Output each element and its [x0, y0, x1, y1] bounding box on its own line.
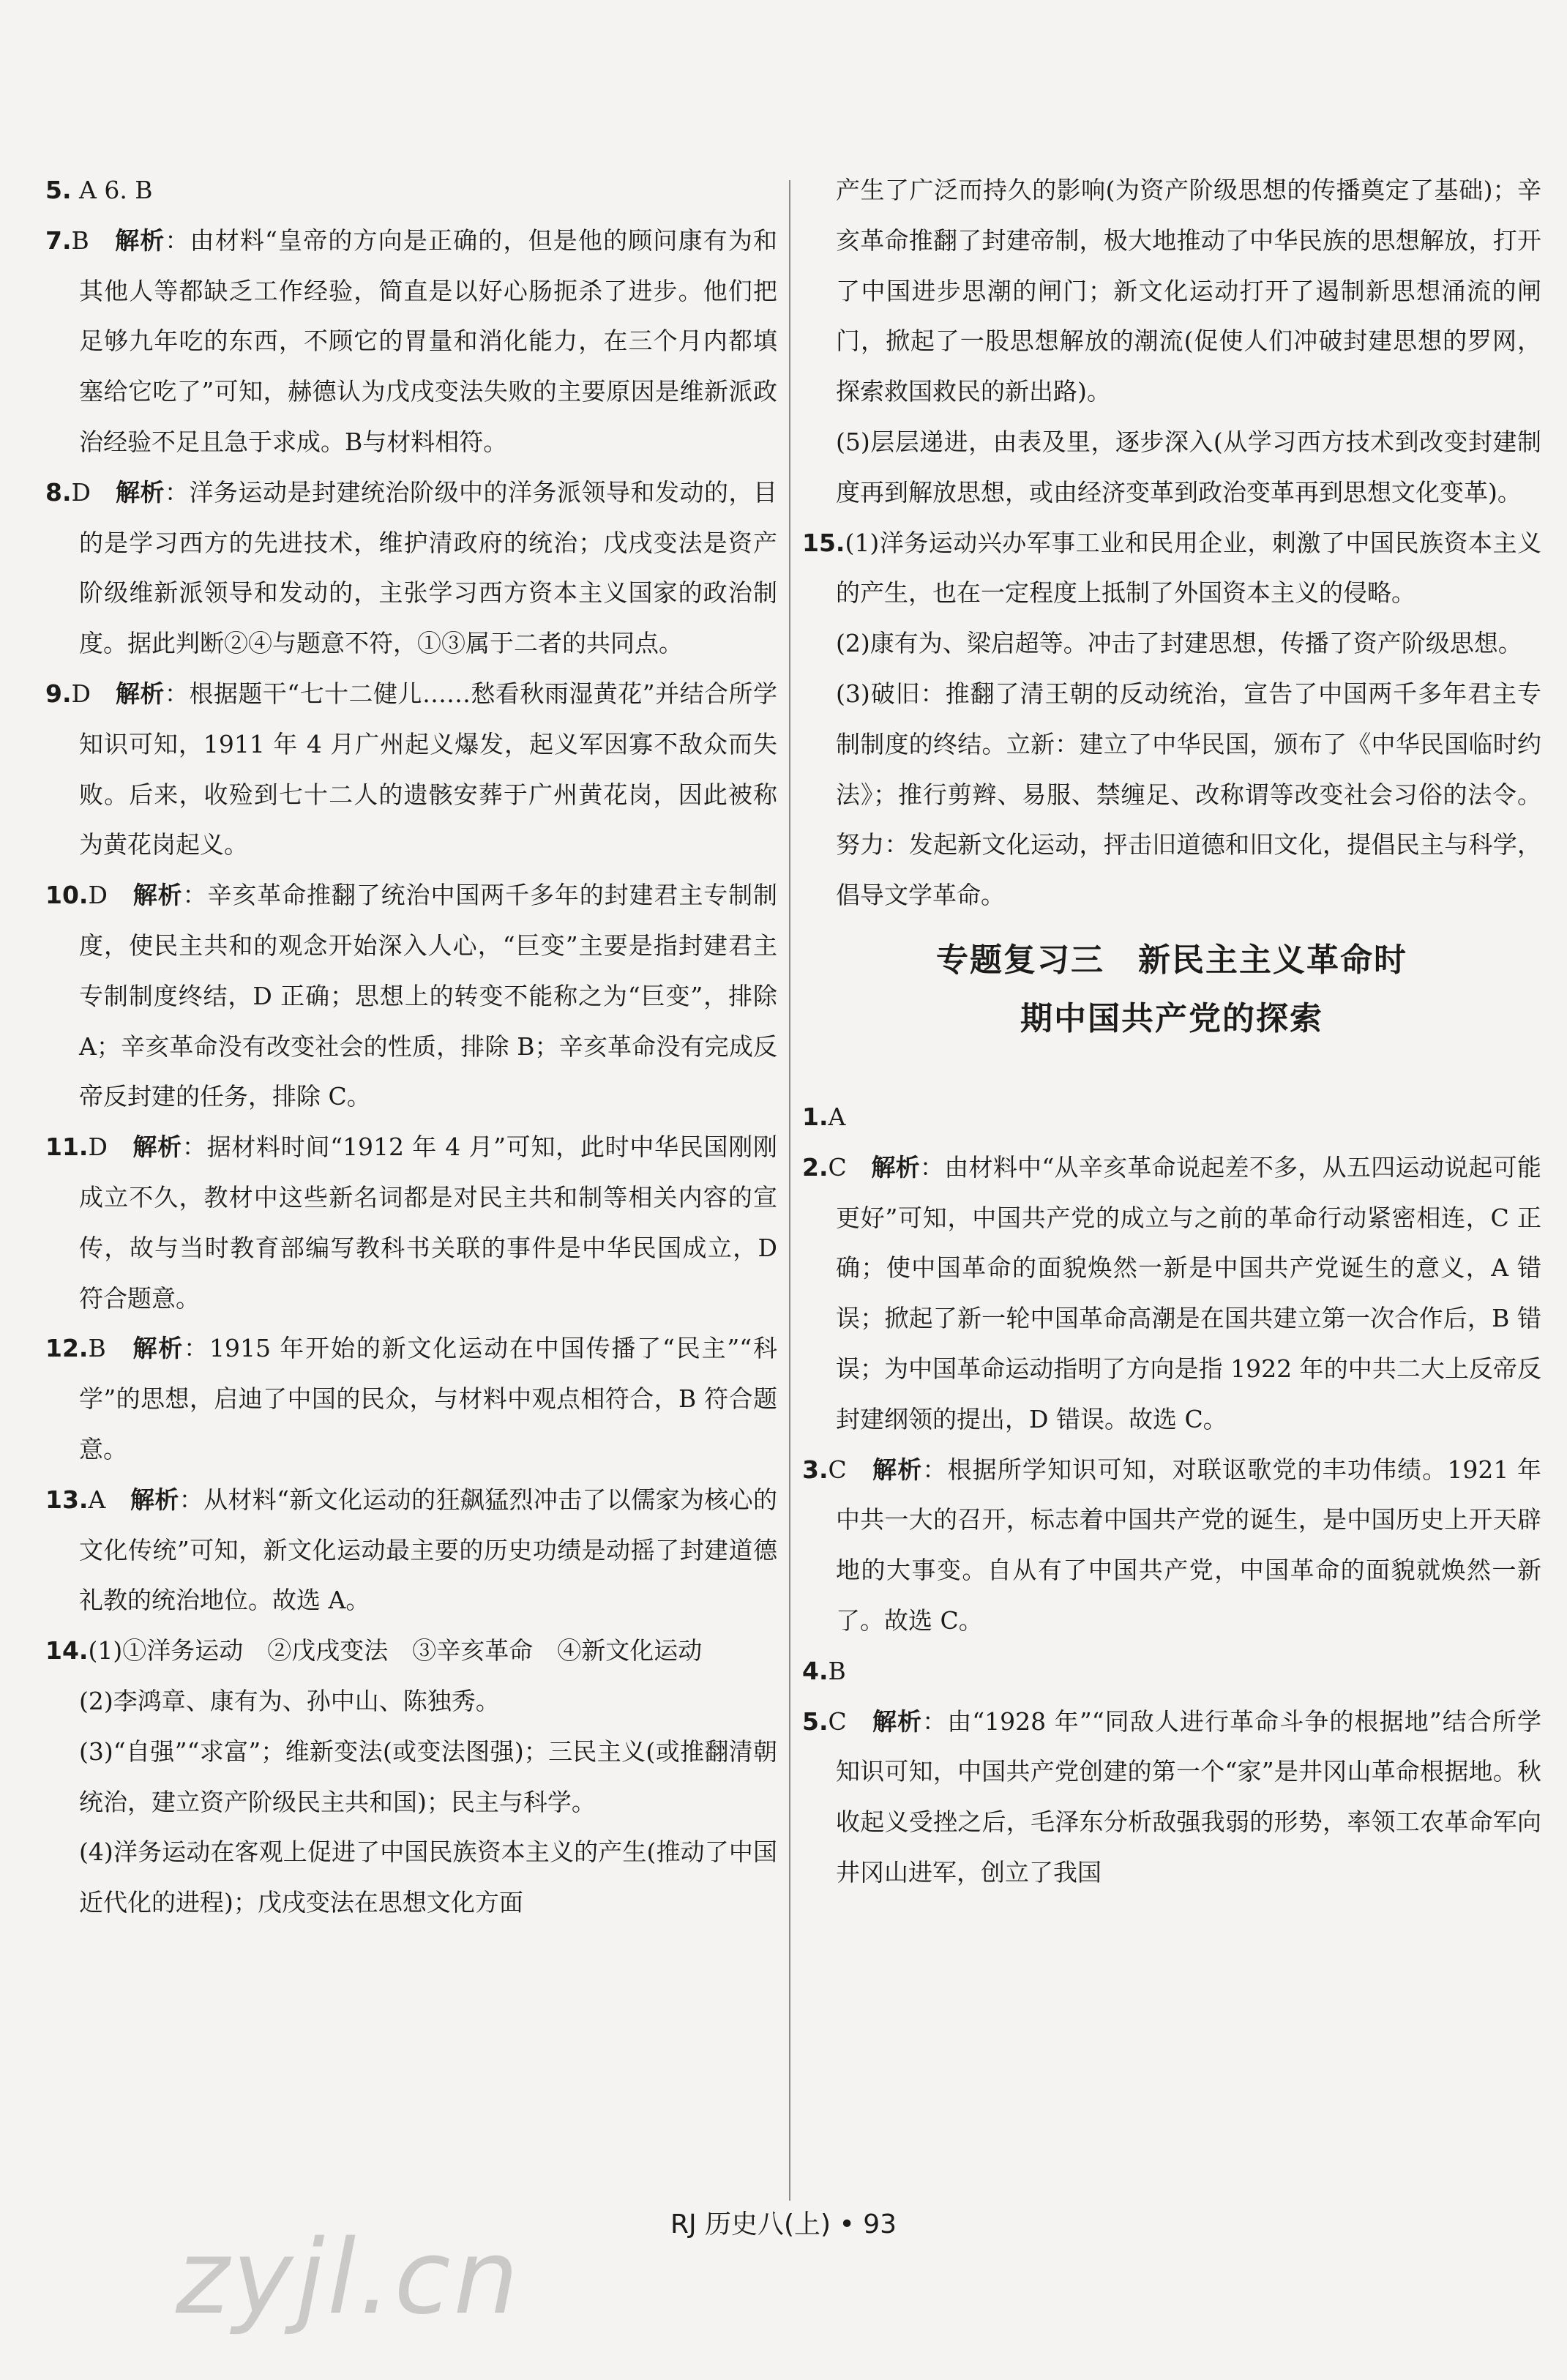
left-column — [45, 165, 777, 1928]
answer-14-part1: 14.(1)①洋务运动 ②戊戌变法 ③辛亥革命 ④新文化运动 — [45, 1636, 703, 1665]
page-footer: RJ 历史八(上) • 93 — [670, 2209, 897, 2239]
answer-r4: 4.B — [802, 1656, 846, 1685]
answer-5-6: 5. A 6. B — [45, 176, 153, 204]
answer-14-part3: (3)“自强”“求富”；维新变法(或变法图强)；三民主义(或推翻清朝统治，建立资产阶级民主共和国)；民主与科学。 — [79, 1736, 777, 1816]
answer-13: 13.A 解析：从材料“新文化运动的狂飙猛烈冲击了以儒家为核心的文化传统”可知，新文化运动最主要的历史功绩是动摇了封建道德礼教的统治地位。故选 A。 — [45, 1485, 778, 1615]
answer-r3: 3.C 解析：根据所学知识可知，对联讴歌党的丰功伟绩。1921 年中共一大的召开，标志着中国共产党的诞生，是中国历史上开天辟地的大事变。自从有了中国共产党，中国革命的面貌就焕然一新了。故选 C。 — [802, 1455, 1542, 1635]
answer-9: 9.D 解析：根据题干“七十二健儿……愁看秋雨湿黄花”并结合所学知识可知，1911 年 4 月广州起义爆发，起义军因寡不敌众而失败。后来，收殓到七十二人的遗骸安葬于广州黄花岗，因此被称为黄花岗起义。 — [45, 679, 778, 859]
section-title: 专题复习三 新民主主义革命时 期中国共产党的探索 — [936, 941, 1407, 1037]
answer-r5: 5.C 解析：由“1928 年”“同敌人进行革命斗争的根据地”结合所学知识可知，中国共产党创建的第一个“家”是井冈山革命根据地。秋收起义受挫之后，毛泽东分析敌强我弱的形势，率领工农革命军向井冈山进军，创立了我国 — [802, 1706, 1542, 1887]
answer-12: 12.B 解析：1915 年开始的新文化运动在中国传播了“民主”“科学”的思想，启迪了中国的民众，与材料中观点相符合，B 符合题意。 — [45, 1334, 778, 1463]
answer-15-part1: 15.(1)洋务运动兴办军事工业和民用企业，刺激了中国民族资本主义的产生，也在一定程度上抵制了外国资本主义的侵略。 — [802, 528, 1541, 608]
answer-8: 8.D 解析：洋务运动是封建统治阶级中的洋务派领导和发动的，目的是学习西方的先进技术，维护清政府的统治；戊戌变法是资产阶级维新派领导和发动的，主张学习西方资本主义国家的政治制度。据此判断②④与题意不符，①③属于二者的共同点。 — [45, 477, 778, 658]
answer-14-part5: (5)层层递进，由表及里，逐步深入(从学习西方技术到改变封建制度再到解放思想，或由经济变革到政治变革再到思想文化变革)。 — [836, 427, 1541, 507]
answer-14-part2: (2)李鸿章、康有为、孙中山、陈独秀。 — [79, 1686, 500, 1715]
answer-7: 7.B 解析：由材料“皇帝的方向是正确的，但是他的顾问康有为和其他人等都缺乏工作经验，简直是以好心肠扼杀了进步。他们把足够九年吃的东西，不顾它的胃量和消化能力，在三个月内都填塞给它吃了”可知，赫德认为戊戌变法失败的主要原因是维新派政治经验不足且急于求成。B与材料相符。 — [45, 225, 777, 456]
answer-r2: 2.C 解析：由材料中“从辛亥革命说起差不多，从五四运动说起可能更好”可知，中国共产党的成立与之前的革命行动紧密相连，C 正确；使中国革命的面貌焕然一新是中国共产党诞生的意义，A 错误；掀起了新一轮中国革命高潮是在国共建立第一次合作后，B 错误；为中国革命运动指明了方向是指 1922 年的中共二大上反帝反封建纲领的提出，D 错误。故选 C。 — [802, 1152, 1541, 1433]
watermark-logo: zyjl.cn — [176, 2218, 522, 2338]
answer-10: 10.D 解析：辛亥革命推翻了统治中国两千多年的封建君主专制制度，使民主共和的观念开始深入人心，“巨变”主要是指封建君主专制制度终结，D 正确；思想上的转变不能称之为“巨变”，排除 A；辛亥革命没有改变社会的性质，排除 B；辛亥革命没有完成反帝反封建的任务，排除 C。 — [45, 881, 778, 1111]
answer-15-part2: (2)康有为、梁启超等。冲击了封建思想，传播了资产阶级思想。 — [836, 629, 1522, 658]
column-divider — [789, 180, 790, 2201]
answer-11: 11.D 解析：据材料时间“1912 年 4 月”可知，此时中华民国刚刚成立不久，教材中这些新名词都是对民主共和制等相关内容的宣传，故与当时教育部编写教科书关联的事件是中华民国成立，D 符合题意。 — [45, 1133, 777, 1313]
answer-14-part4-cont: 产生了广泛而持久的影响(为资产阶级思想的传播奠定了基础)；辛亥革命推翻了封建帝制，极大地推动了中华民族的思想解放，打开了中国进步思潮的闸门；新文化运动打开了遏制新思想涌流的闸门，掀起了一股思想解放的潮流(促使人们冲破封建思想的罗网，探索救国救民的新出路)。 — [836, 176, 1541, 406]
right-column — [802, 165, 1541, 1898]
answer-15-part3: (3)破旧：推翻了清王朝的反动统治，宣告了中国两千多年君主专制制度的终结。立新：建立了中华民国，颁布了《中华民国临时约法》；推行剪辫、易服、禁缠足、改称谓等改变社会习俗的法令。努力：发起新文化运动，抨击旧道德和旧文化，提倡民主与科学，倡导文学革命。 — [836, 679, 1541, 910]
answer-r1: 1.A — [802, 1102, 846, 1131]
answer-14-part4: (4)洋务运动在客观上促进了中国民族资本主义的产生(推动了中国近代化的进程)；戊戌变法在思想文化方面 — [79, 1838, 777, 1917]
